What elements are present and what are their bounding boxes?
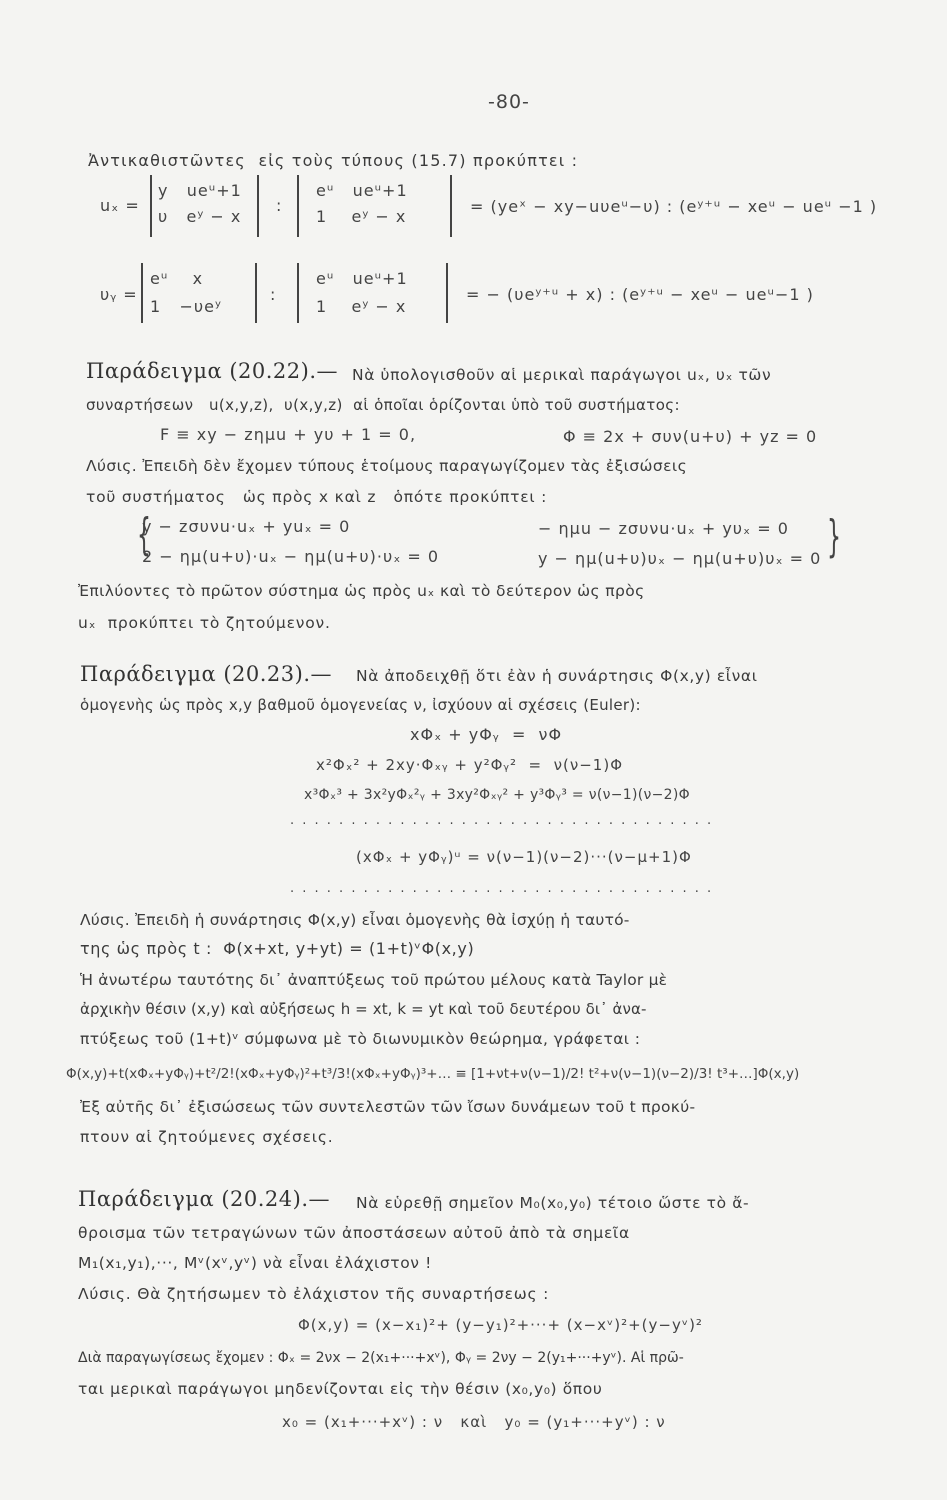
text-line: Νὰ ἀποδειχθῇ ὅτι ἐὰν ἡ συνάρτησις Φ(x,y) εἶναι bbox=[356, 667, 758, 685]
text-line: Νὰ ὑπολογισθοῦν αἱ μερικαὶ παράγωγοι uₓ, υₓ τῶν bbox=[352, 366, 772, 384]
equation: x²Φₓ² + 2xy·Φₓᵧ + y²Φᵧ² = ν(ν−1)Φ bbox=[316, 756, 624, 774]
text-line: M₁(x₁,y₁),···, Mᵛ(xᵛ,yᵛ) νὰ εἶναι ἐλάχιστον ! bbox=[78, 1254, 432, 1272]
equation: Φ(x,y)+t(xΦₓ+yΦᵧ)+t²/2!(xΦₓ+yΦᵧ)²+t³/3!(xΦₓ+yΦᵧ)³+… ≡ [1+νt+ν(ν−1)/2! t²+ν(ν−1)(ν−2)/3! t³+…]Φ(x,y) bbox=[66, 1066, 800, 1082]
vy-result: = − (υeʸ⁺ᵘ + x) : (eʸ⁺ᵘ − xeᵘ − ueᵘ−1 ) bbox=[466, 285, 814, 304]
det-entry: 1 eʸ − x bbox=[316, 207, 407, 226]
right-brace: } bbox=[827, 511, 841, 562]
text-line: Διὰ παραγωγίσεως ἔχομεν : Φₓ = 2νx − 2(x₁+···+xᵛ), Φᵧ = 2νy − 2(y₁+···+yᵛ). Αἱ πρῶ- bbox=[78, 1350, 684, 1366]
text-line: ἀρχικὴν θέσιν (x,y) καὶ αὐξήσεως h = xt, k = yt καὶ τοῦ δευτέρου δι᾽ ἀνα- bbox=[80, 1000, 647, 1018]
det-bar bbox=[446, 263, 448, 323]
det-entry: y ueᵘ+1 bbox=[158, 181, 242, 200]
text-line: Ἐπιλύοντες τὸ πρῶτον σύστημα ὡς πρὸς uₓ καὶ τὸ δεύτερον ὡς πρὸς bbox=[78, 582, 645, 600]
det-bar bbox=[150, 175, 152, 237]
text-line: Ἀντικαθιστῶντες εἰς τοὺς τύπους (15.7) προκύπτει : bbox=[88, 151, 579, 170]
colon: : bbox=[276, 196, 283, 215]
det-bar bbox=[450, 175, 452, 237]
det-bar bbox=[141, 263, 143, 323]
equation: x₀ = (x₁+···+xᵛ) : ν καὶ y₀ = (y₁+···+yᵛ) : ν bbox=[282, 1413, 666, 1431]
text-line: Ἡ ἀνωτέρω ταυτότης δι᾽ ἀναπτύξεως τοῦ πρώτου μέλους κατὰ Taylor μὲ bbox=[80, 971, 668, 989]
text-line: τοῦ συστήματος ὡς πρὸς x καὶ z ὁπότε προκύπτει : bbox=[86, 488, 548, 506]
colon: : bbox=[270, 285, 277, 304]
text-line: συναρτήσεων u(x,y,z), υ(x,y,z) αἱ ὁποῖαι ὁρίζονται ὑπὸ τοῦ συστήματος: bbox=[86, 396, 680, 414]
dots-row: . . . . . . . . . . . . . . . . . . . . . . . . . . . . . . . . . . . bbox=[290, 881, 714, 896]
text-line: Λύσις. Θὰ ζητήσωμεν τὸ ἐλάχιστον τῆς συναρτήσεως : bbox=[78, 1285, 550, 1303]
det-bar bbox=[257, 175, 259, 237]
det-entry: eᵘ ueᵘ+1 bbox=[316, 181, 408, 200]
text-line: πτουν αἱ ζητούμενες σχέσεις. bbox=[80, 1128, 334, 1146]
equation: y − ημ(u+υ)υₓ − ημ(u+υ)υₓ = 0 bbox=[538, 549, 822, 568]
page-number: -80- bbox=[488, 91, 530, 113]
text-line: Νὰ εὑρεθῇ σημεῖον M₀(x₀,y₀) τέτοιο ὥστε τὸ ἄ- bbox=[356, 1194, 750, 1212]
det-entry: eᵘ x bbox=[150, 269, 204, 288]
example-heading: Παράδειγμα (20.23).— bbox=[80, 662, 333, 686]
example-heading: Παράδειγμα (20.22).— bbox=[86, 359, 339, 383]
equation: 2 − ημ(u+υ)·uₓ − ημ(u+υ)·υₓ = 0 bbox=[142, 547, 440, 566]
text-line: Λύσις. Ἐπειδὴ ἡ συνάρτησις Φ(x,y) εἶναι ὁμογενὴς θὰ ἰσχύῃ ἡ ταυτό- bbox=[80, 911, 630, 929]
dots-row: . . . . . . . . . . . . . . . . . . . . . . . . . . . . . . . . . . . bbox=[290, 813, 714, 828]
equation: x³Φₓ³ + 3x²yΦₓ²ᵧ + 3xy²Φₓᵧ² + y³Φᵧ³ = ν(ν−1)(ν−2)Φ bbox=[304, 787, 690, 803]
det-entry: eᵘ ueᵘ+1 bbox=[316, 269, 408, 288]
text-line: της ὡς πρὸς t : Φ(x+xt, y+yt) = (1+t)ᵛΦ(x,y) bbox=[80, 939, 475, 958]
equation: F ≡ xy − zημu + yυ + 1 = 0, bbox=[160, 425, 417, 444]
equation: y − zσυνu·uₓ + yuₓ = 0 bbox=[142, 517, 351, 536]
text-line: πτύξεως τοῦ (1+t)ᵛ σύμφωνα μὲ τὸ διωνυμικὸν θεώρημα, γράφεται : bbox=[80, 1030, 641, 1048]
equation: (xΦₓ + yΦᵧ)ᵘ = ν(ν−1)(ν−2)···(ν−μ+1)Φ bbox=[356, 848, 692, 866]
text-line: uₓ προκύπτει τὸ ζητούμενον. bbox=[78, 614, 331, 632]
equation: Φ ≡ 2x + συν(u+υ) + yz = 0 bbox=[563, 427, 818, 446]
det-entry: υ eʸ − x bbox=[158, 207, 242, 226]
ux-label: uₓ = bbox=[100, 196, 140, 215]
det-bar bbox=[255, 263, 257, 323]
left-brace: { bbox=[137, 509, 151, 560]
vy-label: υᵧ = bbox=[100, 285, 138, 304]
example-heading: Παράδειγμα (20.24).— bbox=[78, 1187, 331, 1211]
ux-result: = (yeˣ − xy−uυeᵘ−υ) : (eʸ⁺ᵘ − xeᵘ − ueᵘ −1 ) bbox=[470, 197, 878, 216]
text-line: θροισμα τῶν τετραγώνων τῶν ἀποστάσεων αὐτοῦ ἀπὸ τὰ σημεῖα bbox=[78, 1224, 630, 1242]
text-line: Λύσις. Ἐπειδὴ δὲν ἔχομεν τύπους ἑτοίμους παραγωγίζομεν τὰς ἐξισώσεις bbox=[86, 457, 688, 475]
text-line: ὁμογενὴς ὡς πρὸς x,y βαθμοῦ ὁμογενείας ν, ἰσχύουν αἱ σχέσεις (Euler): bbox=[80, 696, 641, 714]
text-line: ται μερικαὶ παράγωγοι μηδενίζονται εἰς τὴν θέσιν (x₀,y₀) ὅπου bbox=[78, 1380, 603, 1398]
equation: Φ(x,y) = (x−x₁)²+ (y−y₁)²+···+ (x−xᵛ)²+(y−yᵛ)² bbox=[298, 1316, 703, 1334]
text-line: Ἐξ αὐτῆς δι᾽ ἐξισώσεως τῶν συντελεστῶν τῶν ἴσων δυνάμεων τοῦ t προκύ- bbox=[80, 1098, 696, 1116]
det-entry: 1 −υeʸ bbox=[150, 297, 222, 316]
det-bar bbox=[297, 263, 299, 323]
equation: xΦₓ + yΦᵧ = νΦ bbox=[410, 725, 563, 744]
det-entry: 1 eʸ − x bbox=[316, 297, 407, 316]
equation: − ημu − zσυνu·uₓ + yυₓ = 0 bbox=[538, 519, 789, 538]
det-bar bbox=[297, 175, 299, 237]
